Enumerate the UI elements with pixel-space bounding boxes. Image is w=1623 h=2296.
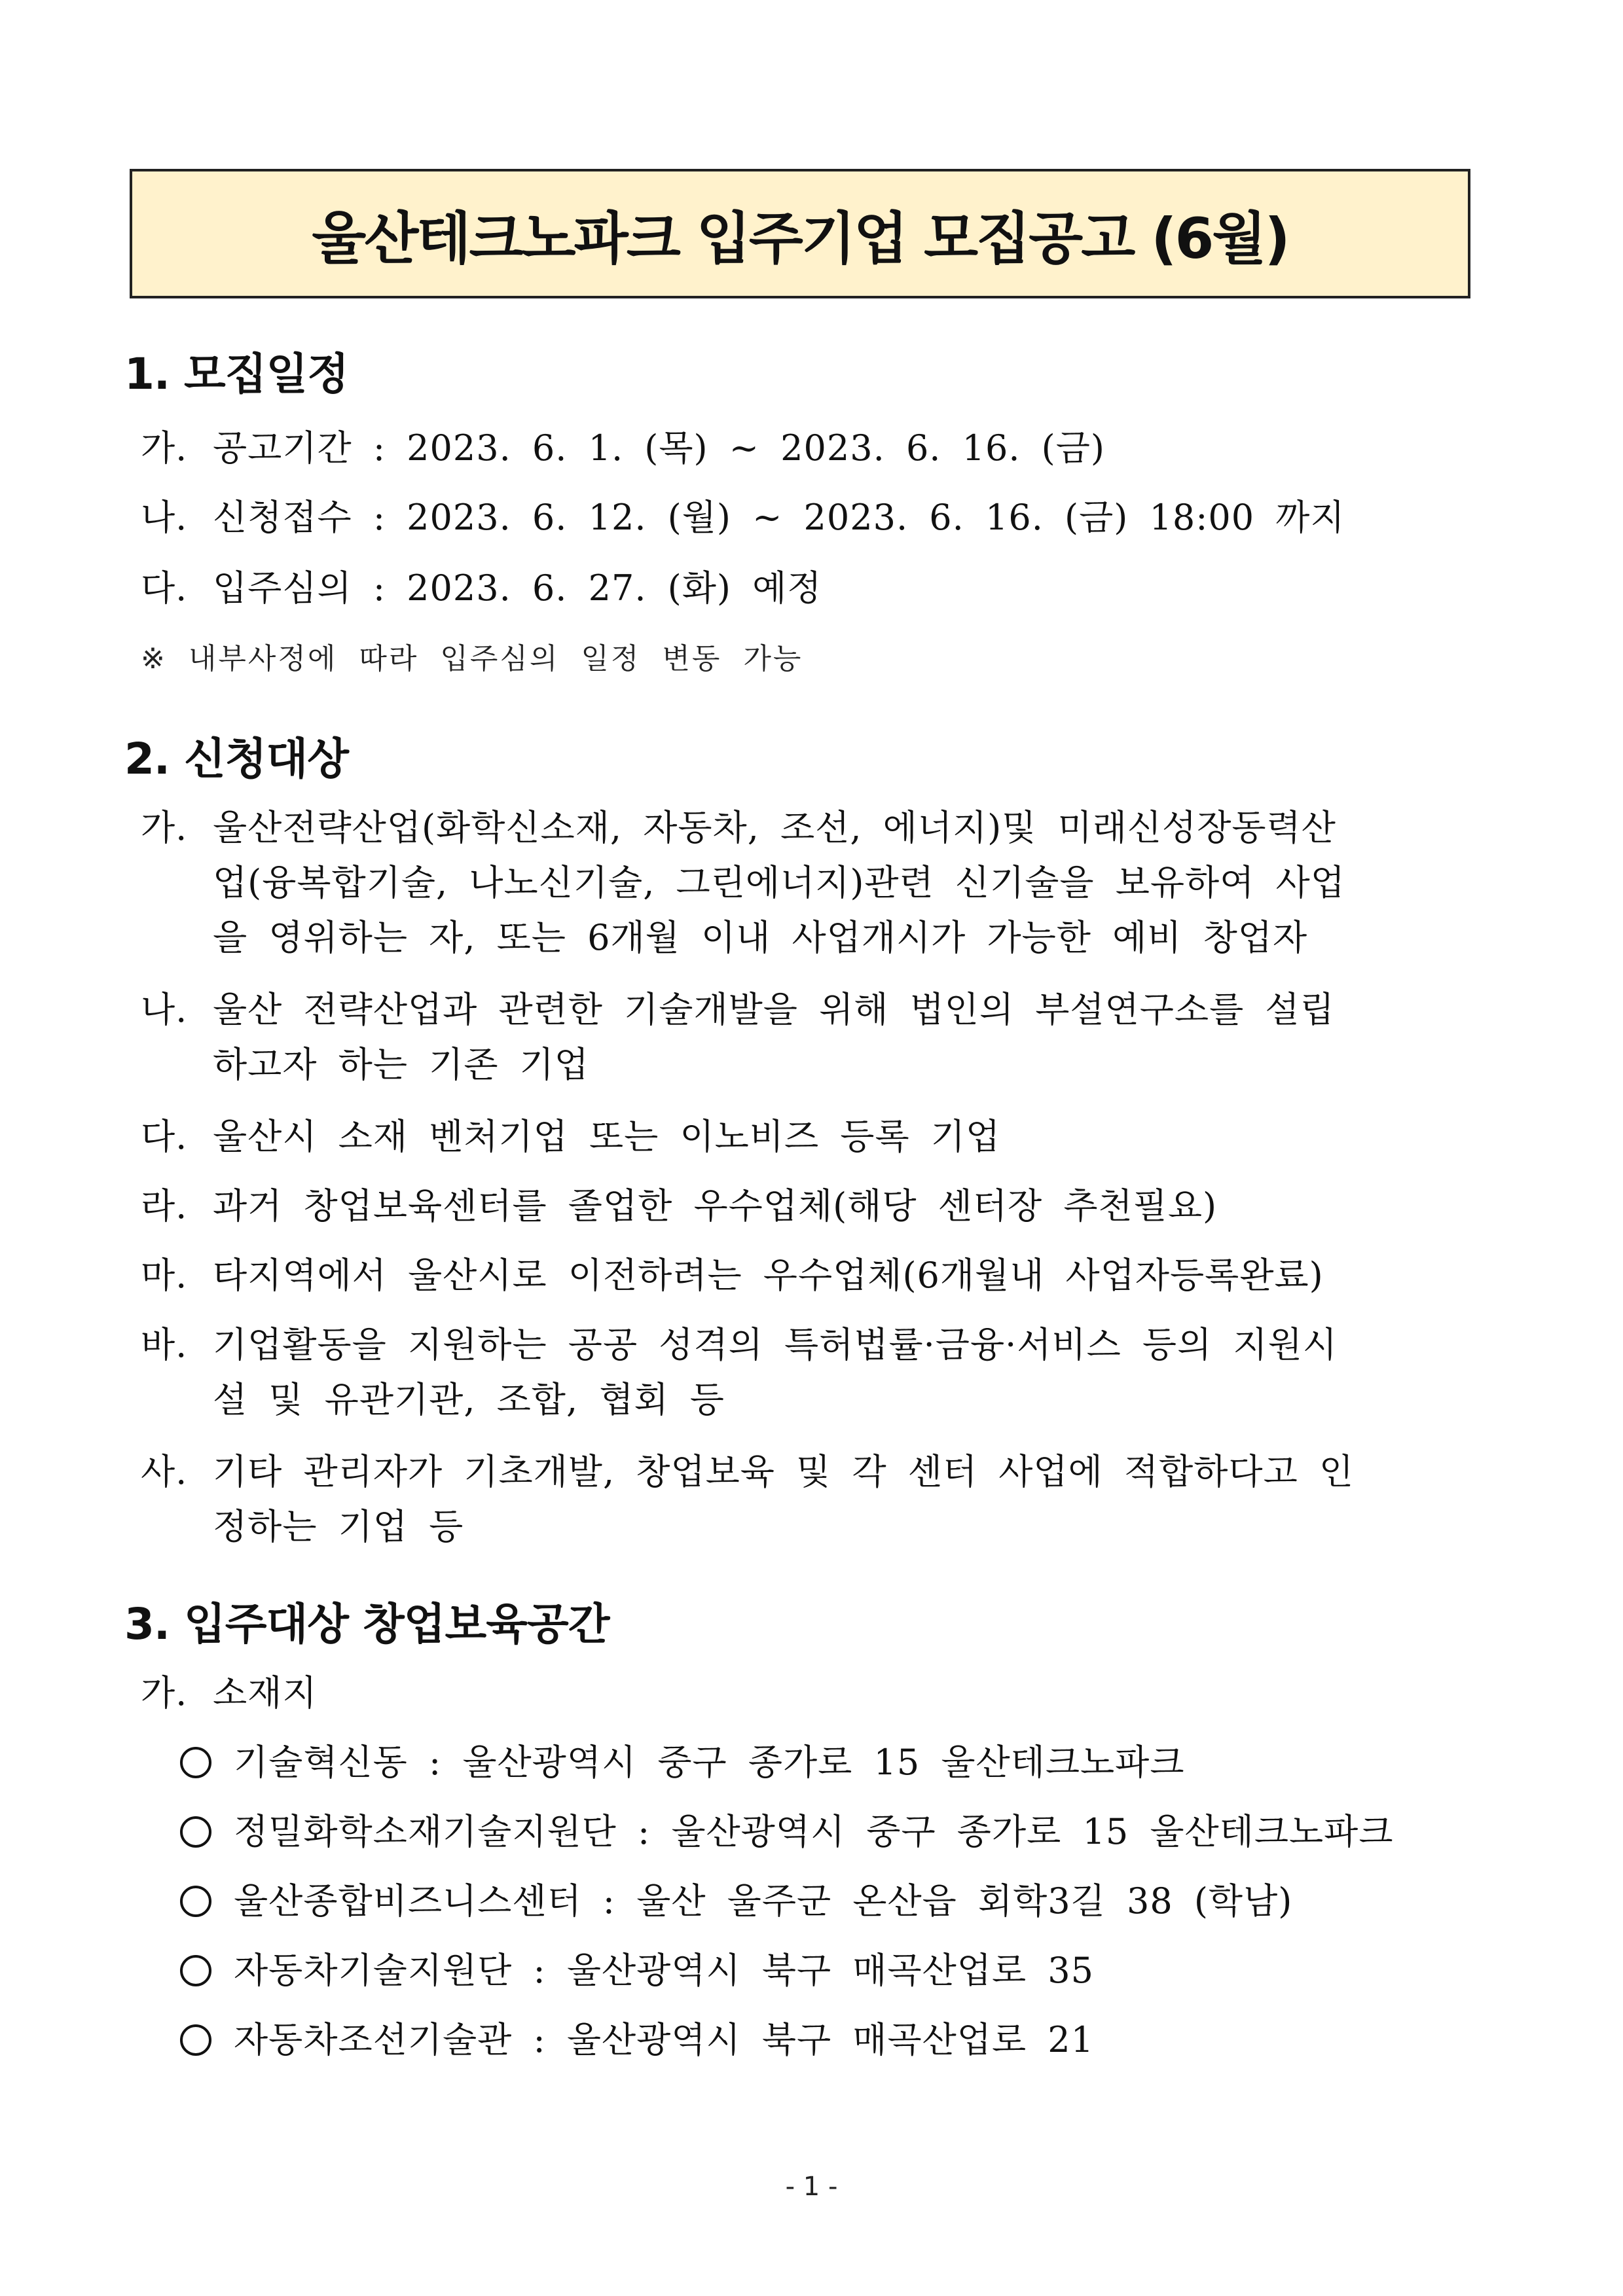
- item-text: 신청접수 : 2023. 6. 12. (월) ~ 2023. 6. 16. (금) 18:00 까지: [213, 497, 1345, 538]
- item-label: 라.: [141, 1185, 188, 1227]
- item-label: 사.: [141, 1451, 188, 1492]
- item-text: 울산전략산업(화학신소재, 자동차, 조선, 에너지)및 미래신성장동력산: [213, 807, 1336, 848]
- circle-bullet-icon: [180, 1747, 211, 1778]
- location-text: 자동차기술지원단 : 울산광역시 북구 매곡산업로 35: [234, 1950, 1095, 1991]
- eligibility-item: [141, 1178, 1217, 1229]
- location-item: [180, 1804, 1394, 1854]
- location-text: 울산종합비즈니스센터 : 울산 울주군 온산읍 회학3길 38 (학남): [234, 1880, 1293, 1922]
- circle-bullet-icon: [180, 1955, 211, 1986]
- schedule-item: [141, 560, 822, 611]
- location-text: 자동차조선기술관 : 울산광역시 북구 매곡산업로 21: [234, 2019, 1095, 2060]
- schedule-item: [141, 490, 1345, 540]
- item-text: 공고기간 : 2023. 6. 1. (목) ~ 2023. 6. 16. (금): [213, 427, 1105, 469]
- location-text: 정밀화학소재기술지원단 : 울산광역시 중구 종가로 15 울산테크노파크: [234, 1811, 1394, 1852]
- location-item: [180, 1873, 1292, 1924]
- section-heading-eligibility: 2. 신청대상: [124, 734, 348, 784]
- section-heading-incubation-space: 3. 입주대상 창업보육공간: [124, 1599, 610, 1649]
- eligibility-item: [141, 1317, 1338, 1367]
- item-text-continued: 정하는 기업 등: [213, 1506, 464, 1547]
- circle-bullet-icon: [180, 1816, 211, 1848]
- location-item: [180, 2012, 1094, 2062]
- item-text-continued: 설 및 유관기관, 조합, 협회 등: [213, 1379, 725, 1420]
- item-label: 가.: [141, 807, 188, 848]
- eligibility-item: [141, 1247, 1324, 1298]
- item-text: 기업활동을 지원하는 공공 성격의 특허법률·금융·서비스 등의 지원시: [213, 1324, 1338, 1365]
- item-text: 울산 전략산업과 관련한 기술개발을 위해 법인의 부설연구소를 설립: [213, 989, 1335, 1030]
- circle-bullet-icon: [180, 2024, 211, 2056]
- item-text: 울산시 소재 벤처기업 또는 이노비즈 등록 기업: [213, 1116, 1001, 1157]
- location-item: [180, 1943, 1094, 1993]
- item-label: 다.: [141, 1116, 188, 1157]
- eligibility-item: [141, 800, 1336, 850]
- item-text: 기타 관리자가 기초개발, 창업보육 및 각 센터 사업에 적합하다고 인: [213, 1451, 1355, 1492]
- item-label: 나.: [141, 497, 188, 538]
- item-text: 소재지: [213, 1672, 318, 1713]
- item-label: 가.: [141, 427, 188, 469]
- eligibility-item: [141, 1109, 1000, 1159]
- page-number: - 1 -: [785, 2172, 838, 2202]
- title-box: [130, 169, 1470, 298]
- eligibility-item: [141, 982, 1335, 1032]
- item-label: 나.: [141, 989, 188, 1030]
- item-label: 가.: [141, 1672, 188, 1713]
- location-subheading: [141, 1665, 318, 1715]
- item-text: 타지역에서 울산시로 이전하려는 우수업체(6개월내 사업자등록완료): [213, 1255, 1324, 1296]
- schedule-item: [141, 420, 1105, 471]
- item-label: 바.: [141, 1324, 188, 1365]
- item-label: 마.: [141, 1255, 188, 1296]
- eligibility-item: [141, 1444, 1354, 1494]
- circle-bullet-icon: [180, 1886, 211, 1917]
- section-heading-schedule: 1. 모집일정: [124, 349, 348, 399]
- item-text-continued: 을 영위하는 자, 또는 6개월 이내 사업개시가 가능한 예비 창업자: [213, 917, 1308, 958]
- item-text: 과거 창업보육센터를 졸업한 우수업체(해당 센터장 추천필요): [213, 1185, 1218, 1227]
- schedule-note: ※ 내부사정에 따라 입주심의 일정 변동 가능: [141, 642, 803, 675]
- item-label: 다.: [141, 567, 188, 609]
- location-item: [180, 1734, 1185, 1785]
- item-text: 입주심의 : 2023. 6. 27. (화) 예정: [213, 567, 822, 609]
- location-text: 기술혁신동 : 울산광역시 중구 종가로 15 울산테크노파크: [234, 1742, 1185, 1783]
- document-title: 울산테크노파크 입주기업 모집공고 (6월): [312, 206, 1288, 272]
- item-text-continued: 업(융복합기술, 나노신기술, 그린에너지)관련 신기술을 보유하여 사업: [213, 862, 1345, 903]
- item-text-continued: 하고자 하는 기존 기업: [213, 1044, 589, 1085]
